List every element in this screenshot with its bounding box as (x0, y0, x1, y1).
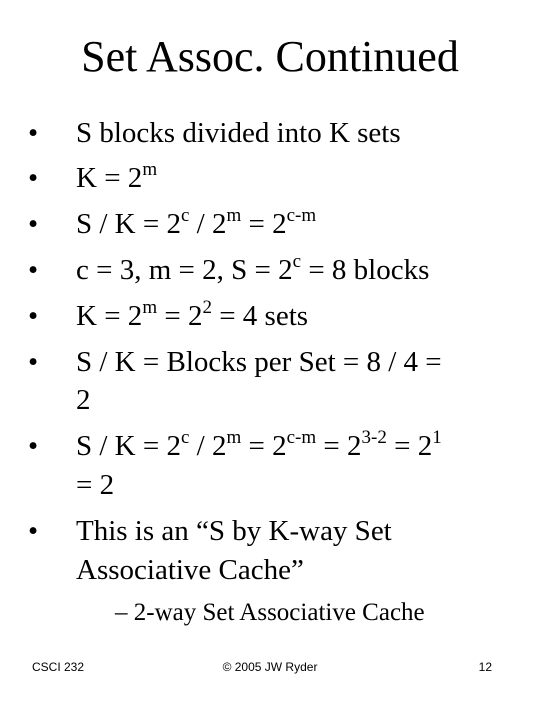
bullet-dot: • (28, 300, 39, 332)
formula-text: = 2 (316, 430, 362, 462)
sub-bullet-item (115, 597, 425, 629)
exponent: c (292, 251, 302, 272)
footer-copyright: © 2005 JW Ryder (222, 660, 318, 674)
formula-text: = 2 (157, 300, 203, 332)
exponent: 2 (202, 297, 212, 318)
bullet-dot: • (28, 430, 39, 462)
bullet-text (76, 428, 516, 465)
bullet-dot: • (28, 208, 39, 240)
exponent: m (226, 205, 242, 226)
sub-bullet-text: 2-way Set Associative Cache (133, 599, 425, 626)
exponent: 3-2 (361, 427, 387, 448)
formula-text: = 2 (241, 430, 287, 462)
bullet-dot: • (28, 515, 39, 547)
formula-text: / 2 (189, 430, 227, 462)
bullet-text-continued: = 2 (76, 469, 115, 501)
formula-text: = 8 blocks (301, 254, 430, 286)
formula-text: = 4 sets (211, 300, 309, 332)
slide-title: Set Assoc. Continued (81, 32, 459, 81)
exponent: m (226, 427, 242, 448)
exponent: 1 (432, 427, 442, 448)
formula-text: K = 2 (76, 162, 143, 194)
bullet-dot: • (28, 346, 39, 378)
exponent: m (142, 159, 158, 180)
bullet-text-continued: Associative Cache” (76, 554, 304, 586)
exponent: c (180, 427, 190, 448)
bullet-dot: • (28, 162, 39, 194)
bullet-dot: • (28, 117, 39, 149)
exponent: c-m (286, 205, 317, 226)
exponent: c (180, 205, 190, 226)
formula-text: / 2 (189, 208, 227, 240)
exponent: m (142, 297, 158, 318)
bullet-text: S / K = Blocks per Set = 8 / 4 = (76, 346, 442, 378)
bullet-text (76, 160, 516, 197)
formula-text: = 2 (386, 430, 433, 462)
formula-text: c = 3, m = 2, S = 2 (76, 254, 293, 286)
formula-text: S / K = 2 (76, 208, 181, 240)
footer-course: CSCI 232 (32, 660, 85, 674)
bullet-dot: • (28, 254, 39, 286)
bullet-text (76, 206, 516, 243)
exponent: c-m (286, 427, 317, 448)
bullet-text: This is an “S by K-way Set (76, 515, 392, 547)
formula-text: K = 2 (76, 300, 143, 332)
bullet-text-continued: 2 (76, 384, 91, 416)
formula-text: = 2 (241, 208, 287, 240)
bullet-text (76, 252, 516, 289)
formula-text: S / K = 2 (76, 430, 181, 462)
footer-page-number: 12 (478, 660, 492, 674)
bullet-text (76, 298, 516, 335)
sub-bullet-dash: – (115, 599, 128, 626)
bullet-text: S blocks divided into K sets (76, 117, 401, 149)
